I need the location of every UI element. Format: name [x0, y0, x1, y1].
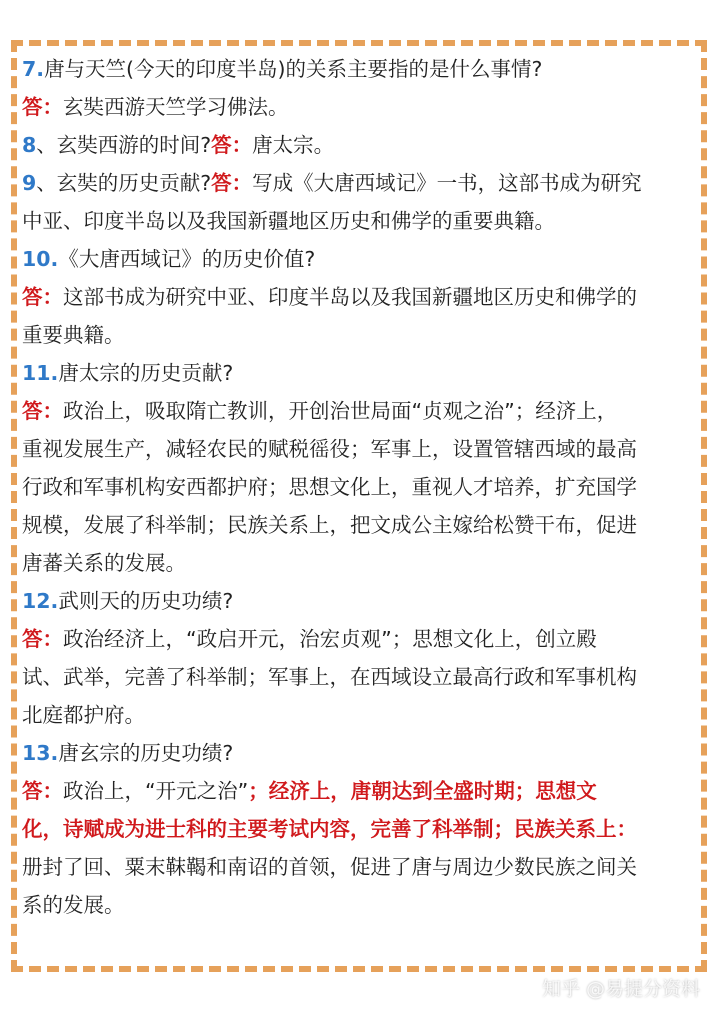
- answer-label: 答：: [22, 285, 63, 309]
- answer-label: 答：: [22, 399, 63, 423]
- question-11: [22, 354, 700, 392]
- answer-text: 唐太宗。: [252, 133, 335, 157]
- question-10: [22, 240, 700, 278]
- answer-11: [22, 392, 700, 430]
- question-separator: .: [50, 247, 59, 271]
- answer-label: 答：: [22, 95, 63, 119]
- question-separator: .: [36, 57, 45, 81]
- answer-label: 答：: [22, 779, 63, 803]
- watermark: 知乎 @易提分资料: [541, 978, 700, 1000]
- question-number: 9: [22, 171, 37, 195]
- answer-11-line3: 行政和军事机构安西都护府；思想文化上，重视人才培养，扩充国学: [22, 475, 637, 499]
- question-number: 7: [22, 57, 37, 81]
- question-separator: 、: [36, 133, 57, 157]
- answer-13-line3: 册封了回、粟末靺鞨和南诏的首领，促进了唐与周边少数民族之间关: [22, 855, 637, 879]
- answer-highlight: ；经济上，唐朝达到全盛时期；思想文: [248, 779, 597, 803]
- answer-7: [22, 88, 700, 126]
- question-number: 12: [22, 589, 51, 613]
- qa-document: [22, 50, 700, 924]
- question-8: [22, 126, 700, 164]
- answer-text: 政治上，吸取隋亡教训，开创治世局面“贞观之治”；经济上，: [63, 399, 618, 423]
- answer-10-continued: 重要典籍。: [22, 323, 125, 347]
- answer-label: 答：: [211, 133, 253, 157]
- answer-11-line4: 规模，发展了科举制；民族关系上，把文成公主嫁给松赞干布，促进: [22, 513, 637, 537]
- answer-13-line4: 系的发展。: [22, 893, 125, 917]
- answer-11-line2: 重视发展生产，减轻农民的赋税徭役；军事上，设置管辖西域的最高: [22, 437, 637, 461]
- answer-13: [22, 772, 700, 810]
- answer-text: 写成《大唐西域记》一书，这部书成为研究: [252, 171, 642, 195]
- question-number: 13: [22, 741, 51, 765]
- question-text: 《大唐西域记》的历史价值?: [58, 247, 316, 271]
- question-separator: 、: [36, 171, 57, 195]
- question-number: 10: [22, 247, 51, 271]
- answer-text: 政治经济上，“政启开元，治宏贞观”；思想文化上，创立殿: [63, 627, 597, 651]
- question-separator: .: [50, 361, 59, 385]
- question-text: 玄奘的历史贡献?: [56, 171, 212, 195]
- question-text: 玄奘西游的时间?: [56, 133, 212, 157]
- question-9: [22, 164, 700, 202]
- question-text: 唐与天竺(今天的印度半岛)的关系主要指的是什么事情?: [44, 57, 543, 81]
- answer-text: 这部书成为研究中亚、印度半岛以及我国新疆地区历史和佛学的: [63, 285, 637, 309]
- question-7: [22, 50, 700, 88]
- answer-text: 玄奘西游天竺学习佛法。: [63, 95, 289, 119]
- answer-11-line5: 唐蕃关系的发展。: [22, 551, 186, 575]
- answer-12: [22, 620, 700, 658]
- question-text: 唐太宗的历史贡献?: [58, 361, 234, 385]
- answer-text: 政治上，“开元之治”: [63, 779, 249, 803]
- question-12: [22, 582, 700, 620]
- question-separator: .: [50, 741, 59, 765]
- question-text: 唐玄宗的历史功绩?: [58, 741, 234, 765]
- answer-10: [22, 278, 700, 316]
- answer-9-continued: 中亚、印度半岛以及我国新疆地区历史和佛学的重要典籍。: [22, 209, 555, 233]
- question-separator: .: [50, 589, 59, 613]
- question-number: 11: [22, 361, 51, 385]
- answer-13-highlight-line2: 化，诗赋成为进士科的主要考试内容，完善了科举制；民族关系上：: [22, 817, 637, 841]
- question-text: 武则天的历史功绩?: [58, 589, 234, 613]
- answer-label: 答：: [22, 627, 63, 651]
- question-number: 8: [22, 133, 37, 157]
- answer-12-line2: 试、武举，完善了科举制；军事上，在西域设立最高行政和军事机构: [22, 665, 637, 689]
- question-13: [22, 734, 700, 772]
- answer-12-line3: 北庭都护府。: [22, 703, 145, 727]
- answer-label: 答：: [211, 171, 253, 195]
